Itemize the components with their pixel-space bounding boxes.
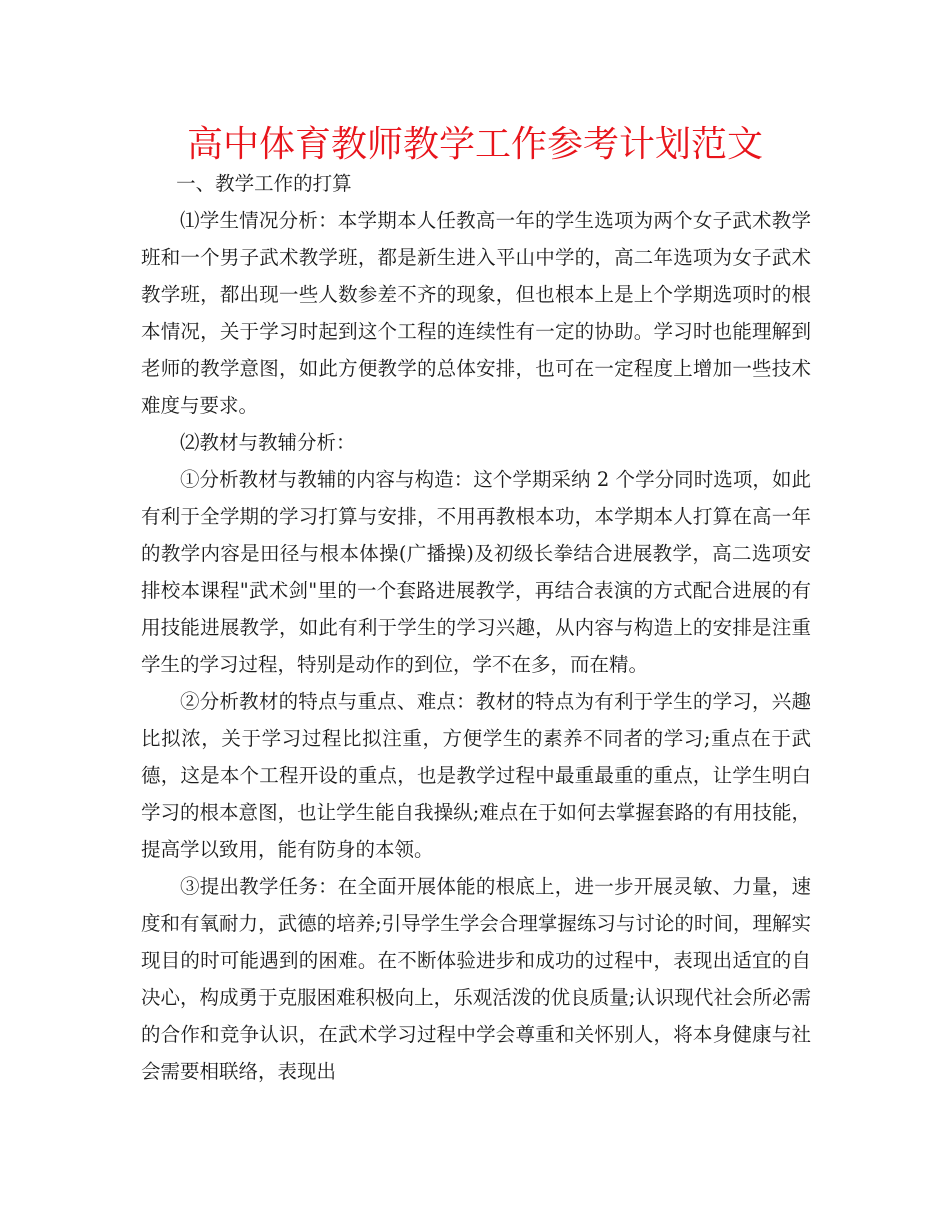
document-body	[141, 165, 811, 1090]
paragraph-content-structure: ①分析教材与教辅的内容与构造：这个学期采纳 2 个学分同时选项，如此有利于全学期的学习打算与安排，不用再教根本功，本学期本人打算在高一年的教学内容是田径与根本体操(广播操)及初级长拳结合进展教学，高二选项安排校本课程"武术剑"里的一个套路进展教学，再结合表演的方式配合进展的有用技能进展教学，如此有利于学生的学习兴趣，从内容与构造上的安排是注重学生的学习过程，特别是动作的到位，学不在多，而在精。	[141, 468, 811, 676]
paragraph-student-analysis: ⑴学生情况分析：本学期本人任教高一年的学生选项为两个女子武术教学班和一个男子武术教学班，都是新生进入平山中学的，高二年选项为女子武术教学班，都出现一些人数参差不齐的现象，但也根本上是上个学期选项时的根本情况，关于学习时起到这个工程的连续性有一定的协助。学习时也能理解到老师的教学意图，如此方便教学的总体安排，也可在一定程度上增加一些技术难度与要求。	[141, 209, 811, 417]
paragraph-material-heading: ⑵教材与教辅分析：	[180, 431, 356, 454]
paragraph-key-points: ②分析教材的特点与重点、难点：教材的特点为有利于学生的学习，兴趣比拟浓，关于学习过程比拟注重，方便学生的素养不同者的学习;重点在于武德，这是本个工程开设的重点，也是教学过程中最重最重的重点，让学生明白学习的根本意图，也让学生能自我操纵;难点在于如何去掌握套路的有用技能，提高学以致用，能有防身的本领。	[141, 690, 811, 861]
section-heading: 一、教学工作的打算	[176, 172, 352, 195]
page-title: 高中体育教师教学工作参考计划范文	[186, 124, 763, 165]
paragraph-teaching-tasks: ③提出教学任务：在全面开展体能的根底上，进一步开展灵敏、力量，速度和有氧耐力，武德的培养;引导学生学会合理掌握练习与讨论的时间，理解实现目的时可能遇到的困难。在不断体验进步和成功的过程中，表现出适宜的自决心，构成勇于克服困难积极向上，乐观活泼的优良质量;认识现代社会所必需的合作和竞争认识，在武术学习过程中学会尊重和关怀别人，将本身健康与社会需要相联络，表现出	[141, 875, 811, 1083]
